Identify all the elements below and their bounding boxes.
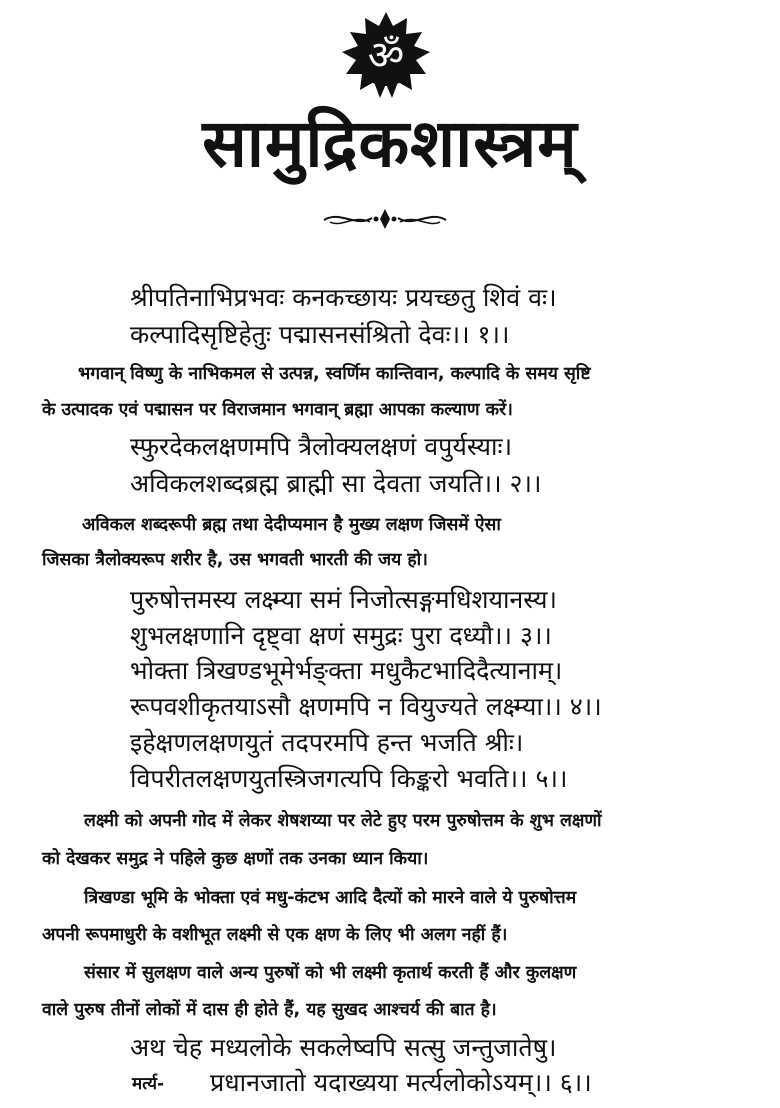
prose-3-line-1: लक्ष्मी को अपनी गोद में लेकर शेषशय्या पर लेटे हुए परम पुरुषोत्तम के शुभ लक्षणों xyxy=(84,811,602,831)
prose-2-line-1: अविकल शब्दरूपी ब्रह्म तथा देदीप्यमान है मुख्य लक्षण जिसमें ऐसा xyxy=(82,515,501,535)
verse-4-line-1: भोक्ता त्रिखण्डभूमेर्भङ्क्ता मधुकैटभादिदैत्यानाम्। xyxy=(130,656,563,685)
verse-1-line-2: कल्पादिसृष्टिहेतुः पद्मासनसंश्रितो देवः।। १।। xyxy=(130,320,510,349)
prose-4-line-1: त्रिखण्डा भूमि के भोक्ता एवं मधु-कंटभ आदि दैत्यों को मारने वाले ये पुरुषोत्तम xyxy=(84,888,577,908)
verse-3-line-2: शुभलक्षणानि दृष्ट्वा क्षणं समुद्रः पुरा दध्यौ।। ३।। xyxy=(130,621,552,650)
verse-6-margin-note: मर्त्य- xyxy=(132,1074,165,1094)
om-symbol: ॐ xyxy=(367,33,405,79)
verse-1-line-1: श्रीपतिनाभिप्रभवः कनकच्छायः प्रयच्छतु शिवं वः। xyxy=(130,283,557,312)
om-emblem xyxy=(340,10,432,102)
verse-2-line-2: अविकलशब्दब्रह्म ब्राह्मी सा देवता जयति।। २।। xyxy=(130,469,542,498)
verse-2-line-1: स्फुरदेकलक्षणमपि त्रैलोक्यलक्षणं वपुर्यस्याः। xyxy=(130,432,513,461)
verse-6-line-2: प्रधानजातो यदाख्यया मर्त्यलोकोऽयम्।। ६।। xyxy=(210,1068,592,1097)
ornament-divider-icon xyxy=(320,206,450,232)
prose-1-line-2: के उत्पादक एवं पद्मासन पर विराजमान भगवान् ब्रह्मा आपका कल्याण करें। xyxy=(42,400,513,420)
verse-3-line-1: पुरुषोत्तमस्य लक्ष्म्या समं निजोत्सङ्गमधिशयानस्य। xyxy=(130,585,557,614)
verse-5-line-2: विपरीतलक्षणयुतस्त्रिजगत्यपि किङ्करो भवति।। ५।। xyxy=(130,764,568,793)
prose-4-line-2: अपनी रूपमाधुरी के वशीभूत लक्ष्मी से एक क्षण के लिए भी अलग नहीं हैं। xyxy=(42,925,508,945)
verse-6-line-1: अथ चेह मध्यलोके सकलेष्वपि सत्सु जन्तुजातेषु। xyxy=(130,1033,557,1062)
prose-2-line-2: जिसका त्रैलोक्यरूप शरीर है, उस भगवती भारती की जय हो। xyxy=(42,550,428,570)
prose-5-line-1: संसार में सुलक्षण वाले अन्य पुरुषों को भी लक्ष्मी कृतार्थ करती हैं और कुलक्षण xyxy=(84,963,577,983)
prose-1-line-1: भगवान् विष्णु के नाभिकमल से उत्पन्न, स्वर्णिम कान्तिवान, कल्पादि के समय सृष्टि xyxy=(78,364,591,384)
page-title: सामुद्रिकशास्त्रम् xyxy=(202,105,578,182)
verse-5-line-1: इहेक्षणलक्षणयुतं तदपरमपि हन्त भजति श्रीः। xyxy=(130,728,524,757)
prose-3-line-2: को देखकर समुद्र ने पहिले कुछ क्षणों तक उनका ध्यान किया। xyxy=(42,849,429,869)
verse-4-line-2: रूपवशीकृतयाऽसौ क्षणमपि न वियुज्यते लक्ष्म्या।। ४।। xyxy=(130,692,602,721)
prose-5-line-2: वाले पुरुष तीनों लोकों में दास ही होते हैं, यह सुखद आश्चर्य की बात है। xyxy=(42,1000,497,1020)
